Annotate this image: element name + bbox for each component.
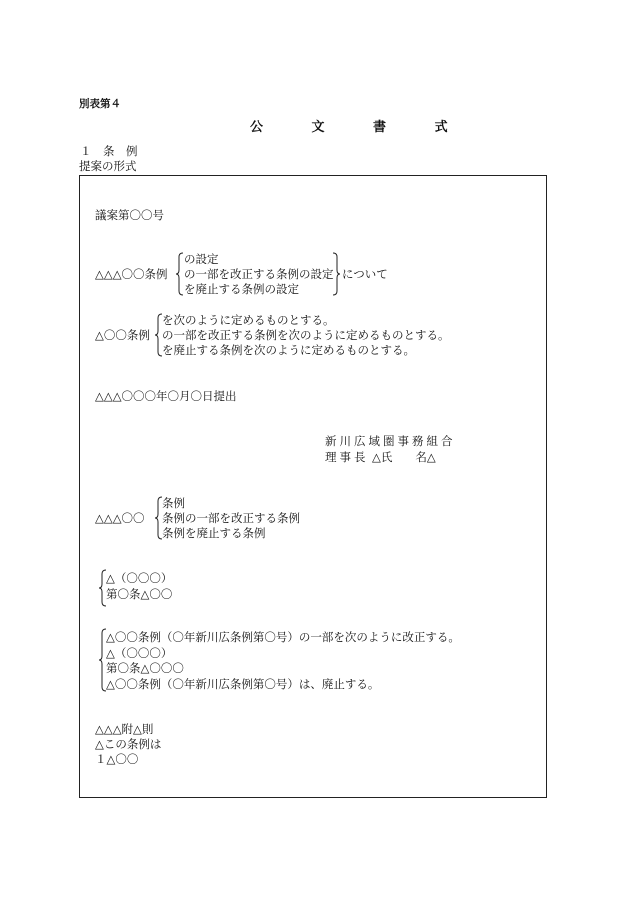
amend-line-1: △〇〇条例（〇年新川広条例第〇号）の一部を次のように改正する。 xyxy=(106,630,460,644)
amend-line-3: 第〇条△〇〇〇 xyxy=(106,661,184,675)
ordinance-option-1: 条例 xyxy=(162,496,185,510)
section-heading: １ 条 例 xyxy=(80,144,138,158)
signer-name: △氏 名△ xyxy=(372,450,436,464)
organization-name: 新川広域圏事務組合 xyxy=(325,434,456,448)
article-line-1: △（〇〇〇） xyxy=(106,571,173,585)
submission-date: △△△〇〇〇年〇月〇日提出 xyxy=(95,389,237,403)
decision-option-1: を次のように定めるものとする。 xyxy=(162,313,335,327)
article-line-2: 第〇条△〇〇 xyxy=(106,587,173,601)
bill-title-suffix: について xyxy=(342,267,388,281)
amend-line-4: △〇〇条例（〇年新川広条例第〇号）は、廃止する。 xyxy=(106,677,380,691)
right-brace-icon xyxy=(331,252,341,296)
bill-option-1: の設定 xyxy=(184,252,219,266)
supplementary-heading: △△△附△則 xyxy=(95,722,154,736)
appendix-label: 別表第４ xyxy=(79,98,121,110)
supplementary-line-1: △この条例は xyxy=(95,737,162,751)
bill-option-2: の一部を改正する条例の設定 xyxy=(184,267,334,281)
proposal-form-label: 提案の形式 xyxy=(79,159,137,173)
decision-option-3: を廃止する条例を次のように定めるものとする。 xyxy=(162,343,415,357)
supplementary-line-2: １△〇〇 xyxy=(95,752,139,766)
bill-option-3: を廃止する条例の設定 xyxy=(184,282,299,296)
ordinance-option-3: 条例を廃止する条例 xyxy=(162,526,266,540)
bill-title-prefix: △△△〇〇条例 xyxy=(95,267,168,281)
ordinance-prefix: △△△〇〇 xyxy=(95,511,145,525)
page-title: 公 文 書 式 xyxy=(250,120,470,135)
bill-number: 議案第〇〇号 xyxy=(95,208,164,222)
ordinance-option-2: 条例の一部を改正する条例 xyxy=(162,511,300,525)
decision-option-2: の一部を改正する条例を次のように定めるものとする。 xyxy=(162,328,450,342)
signer-title: 理事長 xyxy=(325,450,369,464)
decision-prefix: △〇〇条例 xyxy=(95,328,150,342)
amend-line-2: △（〇〇〇） xyxy=(106,646,173,660)
